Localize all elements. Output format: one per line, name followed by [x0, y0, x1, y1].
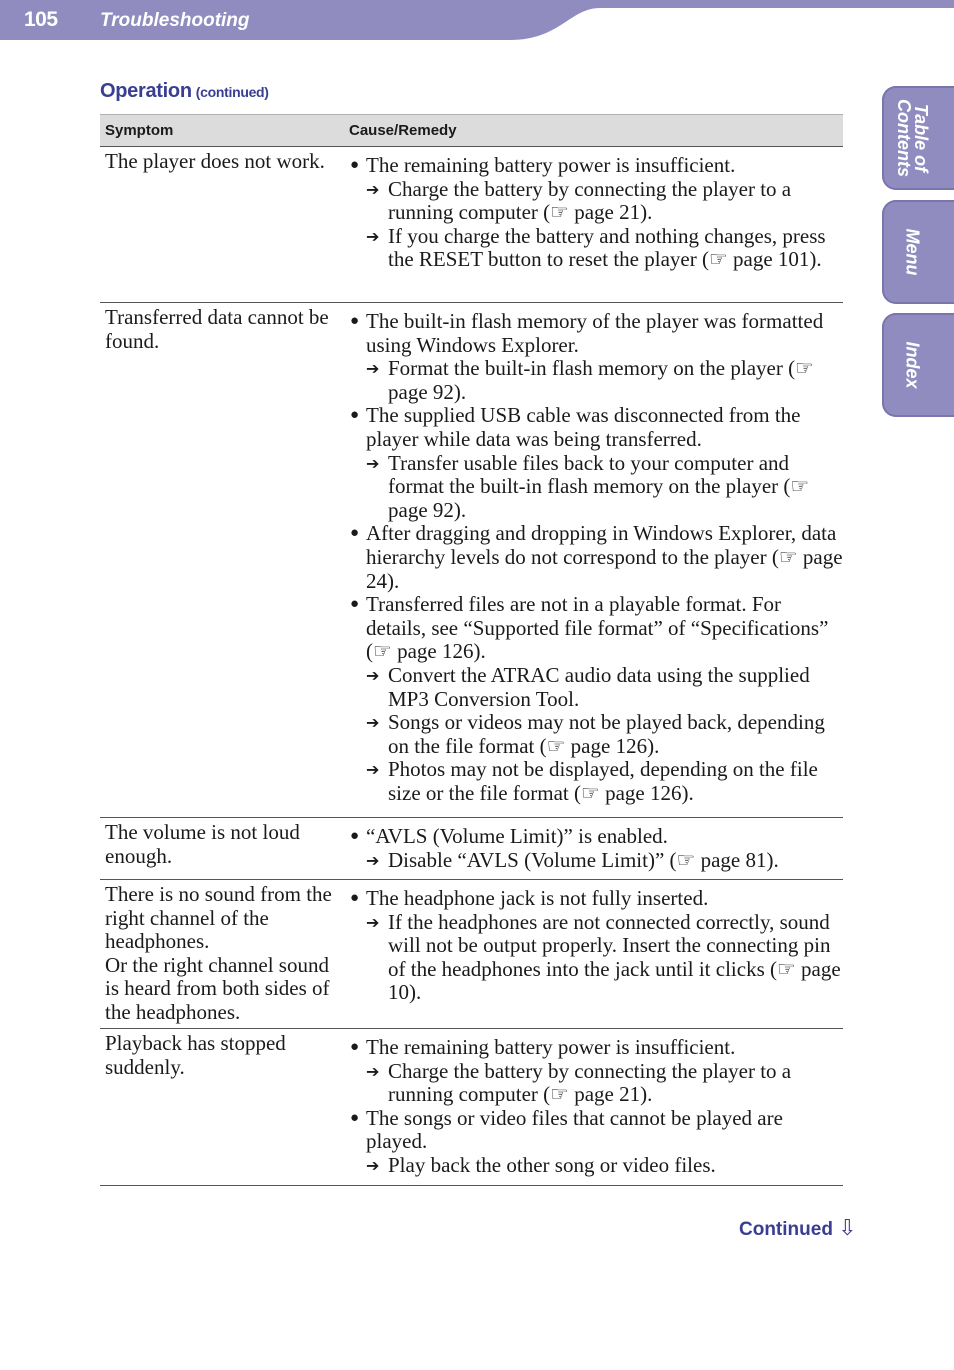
- cause-item: [348, 1107, 843, 1154]
- symptom-cell: Playback has stopped suddenly.: [105, 1031, 286, 1079]
- column-header-cause-remedy: Cause/Remedy: [349, 122, 457, 139]
- cause-item: [348, 310, 843, 357]
- cause-remedy-cell: [348, 880, 843, 1010]
- bullet-icon: ●: [350, 157, 360, 173]
- cause-remedy-cell: [348, 303, 843, 810]
- cause-item: [348, 154, 843, 178]
- table-header: [100, 114, 843, 147]
- cause-text: The supplied USB cable was disconnected from the player while data was being transferred.: [366, 403, 801, 451]
- cause-text: The built-in flash memory of the player was formatted using Windows Explorer.: [366, 309, 824, 357]
- symptom-cell: The volume is not loud enough.: [105, 820, 300, 868]
- table-row: [100, 303, 843, 818]
- symptom-cell: The player does not work.: [105, 149, 325, 173]
- tab-table-of-contents-label: Table of Contents: [894, 99, 931, 177]
- page-number: 105: [24, 8, 58, 31]
- bullet-icon: ●: [350, 890, 360, 906]
- cause-item: [348, 825, 843, 849]
- remedy-text: Disable “AVLS (Volume Limit)” (☞ page 81).: [388, 847, 779, 872]
- arrow-right-icon: ➔: [366, 760, 380, 780]
- tab-index[interactable]: [882, 313, 954, 417]
- down-arrow-icon: ⇩: [838, 1216, 857, 1241]
- remedy-text: Charge the battery by connecting the player to a running computer (☞ page 21).: [388, 1058, 792, 1107]
- page-header: [0, 0, 954, 40]
- bullet-icon: ●: [350, 1039, 360, 1055]
- remedy-item: [348, 1154, 843, 1178]
- bullet-icon: ●: [350, 828, 360, 844]
- cause-item: [348, 404, 843, 451]
- tab-menu-label: Menu: [902, 228, 923, 276]
- arrow-right-icon: ➔: [366, 1061, 380, 1081]
- tab-menu[interactable]: [882, 200, 954, 304]
- arrow-right-icon: ➔: [366, 850, 380, 870]
- arrow-right-icon: ➔: [366, 226, 380, 246]
- symptom-cell: Transferred data cannot be found.: [105, 305, 329, 353]
- remedy-text: Photos may not be displayed, depending on the file size or the file format (☞ page 126).: [388, 757, 818, 805]
- continued-label: Continued: [739, 1219, 833, 1240]
- table-row: [100, 1029, 843, 1186]
- column-header-symptom: Symptom: [105, 122, 174, 139]
- table-row: [100, 818, 843, 880]
- arrow-right-icon: ➔: [366, 179, 380, 199]
- cause-text: After dragging and dropping in Windows Explorer, data hierarchy levels do not correspond to the player (☞ page 24).: [366, 521, 843, 593]
- remedy-text: Songs or videos may not be played back, depending on the file format (☞ page 126).: [388, 710, 825, 758]
- bullet-icon: ●: [350, 596, 360, 613]
- table-row: [100, 147, 843, 303]
- remedy-text: Format the built-in flash memory on the player (☞ page 92).: [388, 356, 814, 404]
- arrow-right-icon: ➔: [366, 453, 380, 473]
- section-continued-label: (continued): [195, 84, 269, 100]
- remedy-text: Transfer usable files back to your computer and format the built-in flash memory on the player (☞ page 92).: [388, 450, 810, 522]
- cause-text: Transferred files are not in a playable format. For details, see “Supported file format” of “Specifications” (☞ page 126).: [366, 592, 829, 664]
- symptom-text: There is no sound from the right channel of the headphones.: [105, 882, 332, 954]
- cause-item: [348, 1036, 843, 1060]
- remedy-item: [348, 178, 843, 225]
- cause-text: The remaining battery power is insufficient.: [366, 1035, 736, 1059]
- arrow-right-icon: ➔: [366, 359, 380, 379]
- section-heading: [100, 80, 269, 103]
- cause-remedy-cell: [348, 818, 843, 877]
- remedy-item: [348, 711, 843, 758]
- table-body: [100, 147, 843, 1186]
- arrow-right-icon: ➔: [366, 912, 380, 932]
- cause-item: [348, 593, 843, 664]
- bullet-icon: ●: [350, 407, 360, 424]
- bullet-icon: ●: [350, 313, 360, 329]
- cause-item: [348, 887, 843, 911]
- troubleshooting-table: [100, 114, 843, 1186]
- symptom-cell: [105, 883, 341, 1025]
- tab-index-label: Index: [902, 341, 923, 389]
- remedy-item: [348, 1060, 843, 1107]
- remedy-item: [348, 225, 843, 272]
- remedy-item: [348, 911, 843, 1005]
- tab-table-of-contents[interactable]: [882, 86, 954, 190]
- remedy-text: Charge the battery by connecting the player to a running computer (☞ page 21).: [388, 176, 792, 225]
- section-title: Operation: [100, 80, 192, 102]
- remedy-item: [348, 664, 843, 711]
- cause-text: The songs or video files that cannot be played are played.: [366, 1105, 783, 1154]
- cause-remedy-cell: [348, 147, 843, 277]
- cause-text: “AVLS (Volume Limit)” is enabled.: [366, 824, 668, 848]
- cause-remedy-cell: [348, 1029, 843, 1183]
- table-row: [100, 880, 843, 1029]
- arrow-right-icon: ➔: [366, 1155, 380, 1175]
- remedy-item: [348, 758, 843, 805]
- remedy-item: [348, 452, 843, 523]
- remedy-text: If you charge the battery and nothing changes, press the RESET button to reset the player (☞ page 101).: [388, 223, 826, 272]
- chapter-title: Troubleshooting: [100, 10, 250, 31]
- cause-text: The remaining battery power is insufficient.: [366, 153, 736, 177]
- remedy-text: Convert the ATRAC audio data using the supplied MP3 Conversion Tool.: [388, 662, 810, 711]
- bullet-icon: ●: [350, 525, 360, 542]
- remedy-item: [348, 357, 843, 404]
- arrow-right-icon: ➔: [366, 665, 380, 685]
- bullet-icon: ●: [350, 1109, 360, 1126]
- remedy-item: [348, 849, 843, 873]
- remedy-text: Play back the other song or video files.: [388, 1152, 716, 1177]
- arrow-right-icon: ➔: [366, 713, 380, 733]
- symptom-text: Or the right channel sound is heard from both sides of the headphones.: [105, 952, 330, 1024]
- remedy-text: If the headphones are not connected correctly, sound will not be output properly. Insert the connecting pin of the headphones into the jack until it clicks (☞ page 10).: [388, 909, 841, 1005]
- cause-item: [348, 522, 843, 593]
- cause-text: The headphone jack is not fully inserted.: [366, 886, 709, 910]
- continued-indicator[interactable]: [739, 1216, 857, 1241]
